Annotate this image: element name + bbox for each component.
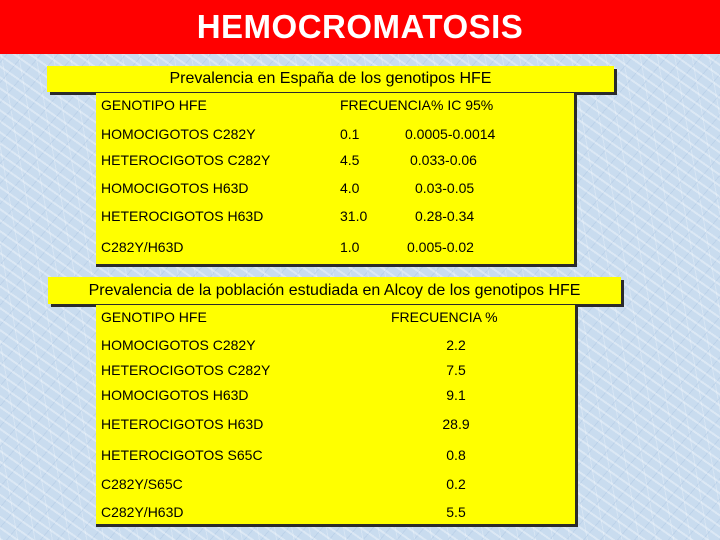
frequency-cell: 0.1 xyxy=(340,126,360,142)
genotype-cell: C282Y/S65C xyxy=(101,476,183,492)
genotype-header: GENOTIPO HFE xyxy=(101,97,207,113)
alcoy-table-caption: Prevalencia de la población estudiada en Alcoy de los genotipos HFE xyxy=(48,277,621,304)
frequency-cell: 28.9 xyxy=(442,416,470,432)
frequency-cell: 9.1 xyxy=(446,387,466,403)
frequency-cell: 4.0 xyxy=(340,180,360,196)
frequency-cell: 0.8 xyxy=(446,447,466,463)
genotype-cell: HOMOCIGOTOS C282Y xyxy=(101,337,256,353)
ci-cell: 0.033-0.06 xyxy=(410,152,477,168)
ci-cell: 0.03-0.05 xyxy=(415,180,475,196)
genotype-cell: HETEROCIGOTOS H63D xyxy=(101,416,264,432)
spain-table-caption: Prevalencia en España de los genotipos HFE xyxy=(47,66,614,92)
genotype-cell: HOMOCIGOTOS H63D xyxy=(101,387,249,403)
genotype-cell: C282Y/H63D xyxy=(101,504,184,520)
genotype-cell: HETEROCIGOTOS C282Y xyxy=(101,362,271,378)
frequency-cell: 1.0 xyxy=(340,239,360,255)
genotype-header: GENOTIPO HFE xyxy=(101,309,207,325)
spain-genotype-table xyxy=(96,93,577,267)
ci-cell: 0.0005-0.0014 xyxy=(405,126,496,142)
genotype-cell: HETEROCIGOTOS S65C xyxy=(101,447,263,463)
genotype-cell: HOMOCIGOTOS C282Y xyxy=(101,126,256,142)
genotype-cell: HETEROCIGOTOS C282Y xyxy=(101,152,271,168)
genotype-cell: HOMOCIGOTOS H63D xyxy=(101,180,249,196)
frequency-cell: 0.2 xyxy=(446,476,466,492)
frequency-header: FRECUENCIA % xyxy=(391,309,498,325)
frequency-header: FRECUENCIA% IC 95% xyxy=(340,97,494,113)
slide-title: HEMOCROMATOSIS xyxy=(0,0,720,54)
genotype-cell: HETEROCIGOTOS H63D xyxy=(101,208,264,224)
frequency-cell: 2.2 xyxy=(446,337,466,353)
genotype-cell: C282Y/H63D xyxy=(101,239,184,255)
ci-cell: 0.005-0.02 xyxy=(407,239,474,255)
frequency-cell: 4.5 xyxy=(340,152,360,168)
ci-cell: 0.28-0.34 xyxy=(415,208,475,224)
frequency-cell: 31.0 xyxy=(340,208,368,224)
alcoy-genotype-table xyxy=(96,305,578,527)
frequency-cell: 7.5 xyxy=(446,362,466,378)
frequency-cell: 5.5 xyxy=(446,504,466,520)
